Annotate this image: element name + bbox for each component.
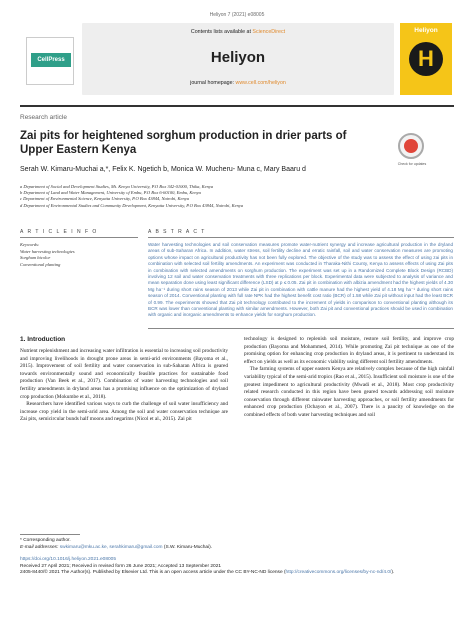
affiliation-item: d Department of Environmental Studies and Community Development, Kenyatta University, P.O Box 43844, Nairobi, Kenya xyxy=(20,202,244,208)
journal-info-box xyxy=(82,23,394,95)
affiliation-item: b Department of Land and Water Management, University of Embu, P.O Box 6-60100, Embu, Kenya xyxy=(20,190,201,196)
footnote-divider xyxy=(20,534,80,535)
cover-title: Heliyon xyxy=(414,27,438,34)
license-line: 2405-8440/© 2021 The Author(s). Published by Elsevier Ltd. This is an open access article under the CC BY-NC-ND license (http://creativecommons.org/licenses/by-nc-nd/4.0/). xyxy=(20,570,395,576)
keyword-item: Water harvesting technologies xyxy=(20,248,75,254)
intro-right-column: technology is designed to replenish soil moisture, restore soil fertility, and improve crop production (Bayoma and Mohammed, 2014). While promoting Zai pit technique as one of the promising option for enhancing crop production in dryland areas, it is pertinent to understand its effect on yields as well as its economic viability using different soil fertility amendments. The farming systems of upper eastern Kenya are relatively complex because of the high rainfall variability typical of the semi-arid tropics (Rao et al., 2015). Insufficient soil moisture is one of the greatest impediment to agricultural productivity (Mwadi et al., 2018). Most crop productivity related research conducted in this region have been geared towards addressing soil moisture conservation through different rainwater harvesting approaches, or soil fertility amendments for enhanced crop production (Ochayon et al., 2007). There is a paucity of knowledge on the combined effects of both water harvesting techniques and soil xyxy=(244,336,454,418)
check-for-updates-label: Check for updates xyxy=(397,162,427,166)
abstract-end-divider xyxy=(148,328,454,329)
doi-link[interactable]: https://doi.org/10.1016/j.heliyon.2021.e08005 xyxy=(20,557,117,563)
keyword-item: Sorghum bicolor xyxy=(20,255,51,260)
abstract-text: Water harvesting technologies and soil conservation measures promote water-nutrient synergy and increase agricultural production in the dryland areas of sub-Saharan Africa. In addition, water stress, soil fertility decline and erratic rainfall, soil and water conservation measures are promoting options whose impact on agricultural productivity has not been fully explored. The objective of the study was to assess the effect of using zai pits in combination with selected soil fertility amendments. An experiment was conducted in Tharaka-Nithi County, Kenya to assess effects of using Zai pits in combination with selected amendments on sorghum production. The experiment was set up in a Randomized Complete Block Design (RCBD) involving 12 soil and water conservation treatments with three replications per block. Experimental data were subjected to analysis of variance and mean separation done using least significant difference (LSD) at p ≤ 0.05. Zai pit in combination with albizia amendment had the highest yields of 4.30 Mg ha⁻¹ during short rains season of 2013 while Zai pit in combination with cattle manure had the highest yield of 4.18 Mg ha⁻¹ during short rains season of 2014. Conventional planting with full rate NPK had the highest benefit cost ratio (BCR) of 1.58 while Zai pit without input had the least BCR of 0.99. The experiments showed that Zai pit technology contributed to the increment of yields in comparison to conventional planting although its BCR was lower than conventional planting with similar amendments. However, both Zai pit and conventional practices should be used in combination with organic and inorganic amendments to enhance yields for sorghum production. xyxy=(148,242,453,318)
article-type: Research article xyxy=(20,114,67,121)
article-title: Zai pits for heightened sorghum production in drier parts of Upper Eastern Kenya xyxy=(20,130,347,156)
check-for-updates-icon[interactable] xyxy=(398,133,424,159)
keywords-block xyxy=(20,242,138,268)
footnotes xyxy=(20,538,452,577)
abstract-heading: A B S T R A C T xyxy=(148,229,206,235)
affiliation-item: a Department of Social and Development Studies, Mt. Kenya University, P.O Box 342-01000, Thika, Kenya xyxy=(20,184,214,189)
keywords-label: Keywords: xyxy=(20,242,40,247)
license-link[interactable]: http://creativecommons.org/licenses/by-nc-nd/4.0/ xyxy=(285,570,392,576)
journal-cover xyxy=(400,23,452,95)
abstract-divider xyxy=(148,237,454,238)
article-info-heading: A R T I C L E I N F O xyxy=(20,229,98,235)
journal-homepage: journal homepage: www.cell.com/heliyon xyxy=(190,80,286,86)
email-line: E-mail addresses: swkimaru@mku.ac.ke, serahkimaru@gmail.com (S.W. Kimaru-Muchai). xyxy=(20,544,213,550)
homepage-link[interactable]: www.cell.com/heliyon xyxy=(235,80,286,86)
section-heading: 1. Introduction xyxy=(20,336,66,343)
intro-left-column: Nutrient replenishment and increasing water infiltration is essential to increasing soil productivity and improving livelihoods in drought prone areas in semi-arid environments (Bayoma et al., 2015). Improvement of soil fertility and water conservation in sub-Saharan Africa is geared towards environmentally sound and economically feasible practices for sustainable food production (Van Beek et al., 2017). Combination of water harvesting technologies and soil fertility amendments in dryland areas has a promising influence on the optimization of dryland crop production (Mokumbe et al., 2018). Researchers have identified various ways to curb the challenge of soil water insufficiency and increase crop yield in the semi-arid area. Among the soil and water conservation technique are Zai pits, semicircular bunds half moons and negarims (Nicol et al., 2015). Zai pit xyxy=(20,348,228,423)
email-links[interactable]: swkimaru@mku.ac.ke, serahkimaru@gmail.com xyxy=(59,544,163,550)
author-list: Serah W. Kimaru-Muchai a,*, Felix K. Ngetich b, Monica W. Mucheru- Muna c, Mary Baaru d xyxy=(20,166,306,173)
cellpress-logo-text: CellPress xyxy=(31,53,71,67)
sciencedirect-link[interactable]: ScienceDirect xyxy=(252,29,286,35)
cellpress-logo xyxy=(20,29,78,91)
citation-line: Heliyon 7 (2021) e08005 xyxy=(209,12,265,18)
affiliations xyxy=(20,184,450,209)
keyword-item: Conventional planting xyxy=(20,261,61,267)
header-divider xyxy=(20,105,454,107)
received-dates: Received 27 April 2021; Received in revised form 26 June 2021; Accepted 13 September 2021 xyxy=(20,563,222,569)
journal-masthead xyxy=(20,23,452,103)
journal-title: Heliyon xyxy=(210,49,266,66)
cover-logo-icon: H xyxy=(409,42,443,76)
affiliation-item: c Department of Environmental Science, Kenyatta University, P.O Box 43844, Nairobi, Kenya xyxy=(20,196,190,202)
corresponding-author: * Corresponding author. xyxy=(20,538,71,543)
contents-line: Contents lists available at ScienceDirect xyxy=(190,29,286,35)
info-divider xyxy=(20,237,138,238)
